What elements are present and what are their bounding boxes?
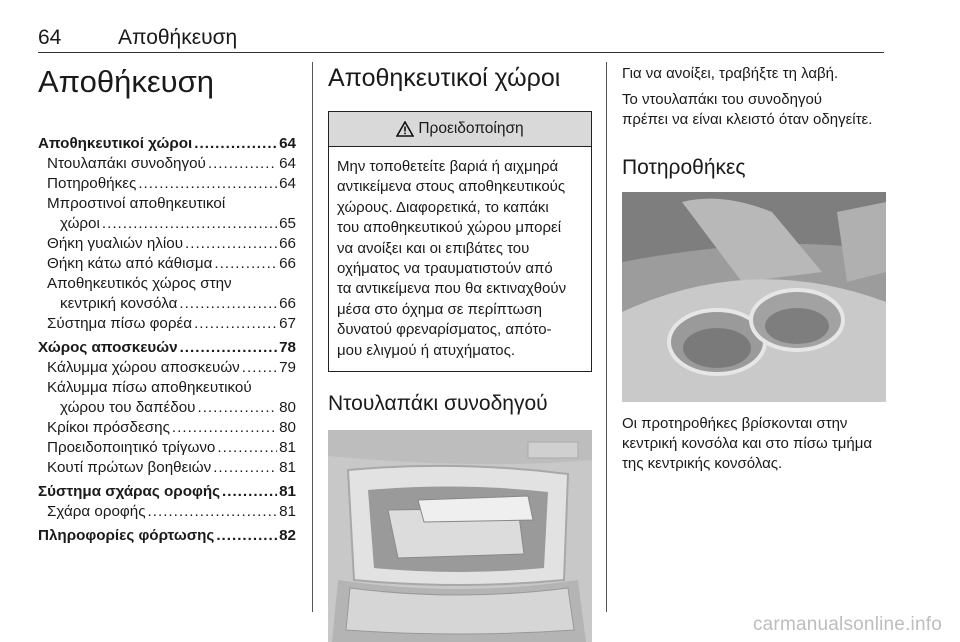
toc-column — [38, 64, 296, 546]
toc-entry — [38, 398, 296, 418]
table-of-contents — [38, 134, 296, 546]
toc-leader-dots — [208, 154, 277, 174]
toc-entry — [38, 294, 296, 314]
warning-line: δυνατού φρεναρίσματος, απότο- — [337, 321, 552, 339]
toc-page-number: 66 — [279, 295, 296, 312]
toc-leader-dots — [217, 438, 277, 458]
toc-entry-text: Θήκη κάτω από κάθισμα — [47, 255, 213, 272]
subsection-title: Ντουλαπάκι συνοδηγού — [328, 392, 548, 416]
toc-entry-text: Κάλυμμα πίσω αποθηκευτικού — [47, 379, 252, 396]
warning-line: χώρους. Διαφορετικά, το καπάκι — [337, 198, 549, 216]
open-instruction: Για να ανοίξει, τραβήξτε τη λαβή. — [622, 65, 839, 82]
text-line: της κεντρικής κονσόλας. — [622, 455, 783, 472]
toc-entry-text: Σχάρα οροφής — [47, 503, 146, 520]
toc-page-number: 64 — [279, 175, 296, 192]
warning-line: μέσα στο όχημα σε περίπτωση — [337, 300, 542, 318]
toc-leader-dots — [216, 526, 277, 546]
running-title: Αποθήκευση — [118, 26, 238, 49]
toc-entry — [38, 502, 296, 522]
toc-leader-dots — [194, 314, 277, 334]
toc-entry-text: Μπροστινοί αποθηκευτικοί — [47, 195, 226, 212]
closed-note — [622, 90, 886, 130]
toc-entry-text: Ντουλαπάκι συνοδηγού — [47, 155, 206, 172]
page-header — [38, 26, 884, 52]
toc-page-number: 67 — [279, 315, 296, 332]
toc-entry — [38, 458, 296, 478]
section-title-cupholders: Ποτηροθήκες — [622, 156, 746, 179]
warning-triangle-icon — [396, 121, 414, 137]
toc-leader-dots — [194, 134, 277, 154]
toc-entry — [38, 234, 296, 254]
toc-entry — [38, 418, 296, 438]
toc-leader-dots — [197, 398, 277, 418]
toc-entry — [38, 274, 296, 294]
cupholder-column — [622, 64, 886, 480]
warning-line: αντικείμενα στους αποθηκευτικούς — [337, 178, 566, 196]
warning-line: οχήματος να τραυματιστούν από — [337, 260, 553, 278]
cupholder-text — [622, 414, 886, 474]
toc-entry-text: Σύστημα σχάρας οροφής — [38, 483, 221, 500]
header-rule — [38, 52, 884, 53]
toc-page-number: 66 — [279, 235, 296, 252]
cupholder-photo — [622, 192, 886, 402]
toc-page-number: 81 — [279, 483, 296, 500]
toc-entry-main — [38, 482, 296, 502]
toc-entry-main — [38, 338, 296, 358]
toc-entry-text: Κρίκοι πρόσδεσης — [47, 419, 170, 436]
toc-page-number: 81 — [279, 439, 296, 456]
toc-page-number: 79 — [279, 359, 296, 376]
warning-label: Προειδοποίηση — [418, 120, 524, 137]
toc-entry — [38, 314, 296, 334]
toc-page-number: 80 — [279, 419, 296, 436]
text-line: κεντρική κονσόλα και στο πίσω τμήμα — [622, 435, 873, 452]
toc-page-number: 80 — [279, 399, 296, 416]
toc-leader-dots — [242, 358, 277, 378]
toc-entry — [38, 154, 296, 174]
toc-page-number: 78 — [279, 339, 296, 356]
text-line: πρέπει να είναι κλειστό όταν οδηγείτε. — [622, 111, 873, 128]
toc-entry-text: Πληροφορίες φόρτωσης — [38, 527, 215, 544]
chapter-title: Αποθήκευση — [38, 64, 214, 99]
toc-entry-text: Κάλυμμα χώρου αποσκευών — [47, 359, 240, 376]
toc-entry-text: χώρου του δαπέδου — [60, 399, 196, 416]
warning-box — [328, 111, 592, 372]
text-line: Οι προτηροθήκες βρίσκονται στην — [622, 415, 848, 432]
toc-leader-dots — [179, 294, 277, 314]
toc-entry-text: χώροι — [60, 215, 100, 232]
toc-page-number: 65 — [279, 215, 296, 232]
toc-leader-dots — [102, 214, 277, 234]
toc-entry-text: κεντρική κονσόλα — [60, 295, 178, 312]
toc-leader-dots — [214, 254, 277, 274]
toc-entry — [38, 438, 296, 458]
warning-line: τα αντικείμενα που θα εκτιναχθούν — [337, 280, 567, 298]
warning-line: Μην τοποθετείτε βαριά ή αιχμηρά — [337, 158, 559, 175]
warning-text — [329, 147, 591, 371]
toc-leader-dots — [138, 174, 277, 194]
column-divider-2 — [606, 62, 607, 612]
toc-leader-dots — [148, 502, 278, 522]
toc-page-number: 66 — [279, 255, 296, 272]
toc-leader-dots — [172, 418, 277, 438]
toc-entry-text: Προειδοποιητικό τρίγωνο — [47, 439, 216, 456]
toc-entry-text: Κουτί πρώτων βοηθειών — [47, 459, 212, 476]
section-title: Αποθηκευτικοί χώροι — [328, 64, 561, 92]
toc-entry — [38, 254, 296, 274]
toc-entry-text: Αποθηκευτικοί χώροι — [38, 135, 193, 152]
toc-leader-dots — [213, 458, 277, 478]
toc-leader-dots — [222, 482, 277, 502]
toc-page-number: 64 — [279, 155, 296, 172]
toc-leader-dots — [185, 234, 277, 254]
toc-page-number: 81 — [279, 459, 296, 476]
toc-entry-main — [38, 526, 296, 546]
warning-line: να ανοίξει και οι επιβάτες του — [337, 239, 530, 257]
warning-header — [329, 112, 591, 147]
storage-column — [328, 64, 592, 642]
watermark: carmanualsonline.info — [752, 614, 942, 635]
toc-entry-text: Αποθηκευτικός χώρος στην — [47, 275, 232, 292]
toc-entry-text: Σύστημα πίσω φορέα — [47, 315, 193, 332]
toc-leader-dots — [180, 338, 278, 358]
toc-entry — [38, 214, 296, 234]
toc-entry — [38, 174, 296, 194]
toc-entry — [38, 194, 296, 214]
toc-page-number: 81 — [279, 503, 296, 520]
glovebox-photo — [328, 430, 592, 642]
page-number: 64 — [38, 26, 62, 49]
text-line: Το ντουλαπάκι του συνοδηγού — [622, 91, 823, 108]
toc-entry-text: Θήκη γυαλιών ηλίου — [47, 235, 184, 252]
toc-entry — [38, 378, 296, 398]
toc-entry-main — [38, 134, 296, 154]
toc-entry — [38, 358, 296, 378]
toc-entry-text: Ποτηροθήκες — [47, 175, 137, 192]
warning-line: μου ελιγμού ή ατυχήματος. — [337, 341, 516, 359]
toc-entry-text: Χώρος αποσκευών — [38, 339, 178, 356]
column-divider-1 — [312, 62, 313, 612]
toc-page-number: 82 — [279, 527, 296, 544]
toc-page-number: 64 — [279, 135, 296, 152]
warning-line: του αποθηκευτικού χώρου μπορεί — [337, 219, 562, 237]
